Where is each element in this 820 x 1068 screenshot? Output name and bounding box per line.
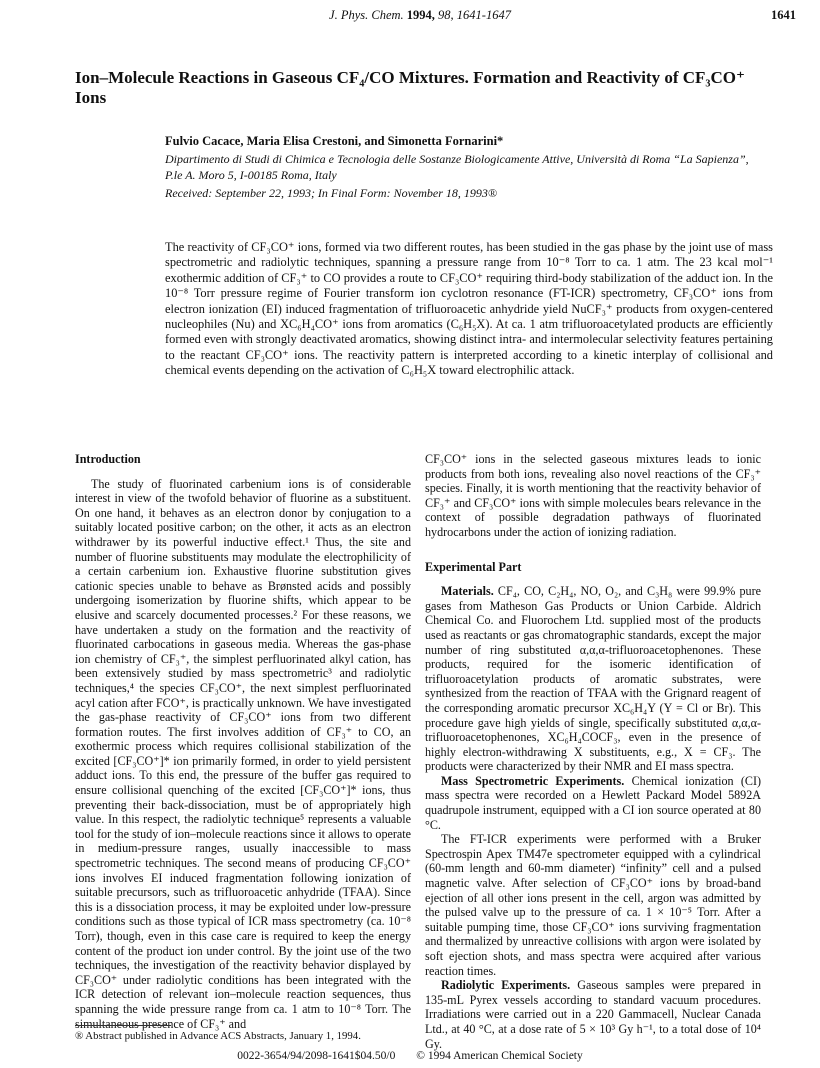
experimental-heading: Experimental Part xyxy=(425,559,522,574)
author-list: Fulvio Cacace, Maria Elisa Crestoni, and Simonetta Fornarini* xyxy=(165,134,504,148)
journal-pages: 1641-1647 xyxy=(456,8,511,22)
issn-code: 0022-3654/94/2098-1641$04.50/0 xyxy=(237,1050,396,1062)
affiliation: Dipartimento di Studi di Chimica e Tecnologia delle Sostanze Biologicamente Attive, Università di Roma “La Sapienza”, P.le A. Moro 5, I-00185 Roma, Italy xyxy=(165,152,749,182)
introduction-paragraph: The study of fluorinated carbenium ions is of considerable interest in view of the twofold behavior of fluorine as a substituent. On one hand, it behaves as an electron donor by conjugation to a suitably located positive carbon; on the other, it acts as an electron withdrawer by its powerful inductive effect.¹ Thus, the site and number of fluorine substituents may modulate the electrophilicity of a certain carbenium ion. Exhaustive fluorine substitution gives cationic species unable to behave as Brønsted acids and possibly undergoing isomerization by fluorine shifts, which appear to be elusive and scarcely documented processes.² For these reasons, we have undertaken a study on the formation and the reactivity of fluorinated carbocations in gaseous media. Whereas the gas-phase ion chemistry of CF₃⁺, the simplest perfluorinated alkyl cation, has been extensively studied by mass spectrometric³ and radiolytic techniques,⁴ the species CF₃CO⁺, the next simplest perfluorinated acyl cation after FCO⁺, is practically unknown. We have investigated the gas-phase reactivity of CF₃CO⁺ ions from two different formation routes. The first involves addition of CF₃⁺ to CO, an exothermic process which requires collisional stabilization of the excited [CF₃CO⁺]* ion primarily formed, in order to yield persistent adduct ions. To this end, the pressure of the buffer gas required to ensure collisional quenching of the excited [CF₃CO⁺]* ions, thus preventing their back-dissociation, must be of appropriately high value. In this respect, the radiolytic technique⁵ represents a valuable tool for the study of ion–molecule reactions since it allows to operate in medium-pressure ranges, usually inaccessible to mass spectrometric techniques. The second means of producing CF₃CO⁺ ions involves EI induced fragmentation following ionization of suitable precursors, such as trifluoroacetic anhydride (TFAA). Since this is a dissociation process, it may be exploited under low-pressure conditions such as those typical of ICR mass spectrometry (ca. 10⁻⁸ Torr), though, even in this case care is required to keep the energy content of the product ion under control. By the joint use of the two techniques, the investigation of the reactivity behavior displayed by CF₃CO⁺ under radiolytic conditions has been integrated with the ICR detection of relevant ion–molecule reaction sequences, thus spanning the wide pressure range from ca. 1 atm to 10⁻⁸ Torr. The simultaneous presence of CF₃⁺ and xyxy=(75,476,411,1031)
introduction-continuation: CF₃CO⁺ ions in the selected gaseous mixtures leads to ionic products from both ions, revealing also novel reactions of the CF₃⁺ species. Finally, it is worth mentioning that the reactivity behavior of CF₃⁺ and CF₃CO⁺ ions with simple molecules bears relevance in the context of possible degradation pathways of fluorinated hydrocarbons under the action of ionizing radiation. xyxy=(425,452,761,539)
materials-subheading: Materials. xyxy=(441,584,494,599)
right-column xyxy=(425,452,761,1051)
journal-volume: 98, xyxy=(438,8,454,22)
mass-spec-paragraph xyxy=(425,774,761,832)
copyright: © 1994 American Chemical Society xyxy=(416,1050,583,1062)
radiolytic-text: Gaseous samples were prepared in 135-mL Pyrex vessels according to standard vacuum procedures. Irradiations were carried out in a 220 Gammacell, Nuclear Canada Ltd., at 40 °C, at a dose rate of 5 × 10³ Gy h⁻¹, to a total dose of 10⁴ Gy. xyxy=(425,978,761,1051)
materials-text: CF₄, CO, C₂H₄, NO, O₂, and C₃H₈ were 99.9% pure gases from Matheson Gas Products or Union Carbide. Aldrich Chemical Co. and Fluorochem Ltd. supplied most of the products used as reactants or gas chromatographic standards, except the major number of ring substituted α,α,α-trifluoroacetophenones. These products, required for the isomeric identification of trifluoroacetylation products of aromatic substrates, were synthesized from the reaction of TFAA with the Grignard reagent of the corresponding aromatic precursor XC₆H₄Y (Y = Cl or Br). This procedure gave high yields of single, specifically substituted α,α,α-trifluoroacetophenones, XC₆H₄COCF₃, even in the presence of highly electron-withdrawing X substituents, e.g., X = CF₃. The products were characterized by their NMR and EI mass spectra. xyxy=(425,584,761,774)
paper-title: Ion–Molecule Reactions in Gaseous CF₄/CO Mixtures. Formation and Reactivity of CF₃CO⁺ Ions xyxy=(75,68,745,107)
abstract: The reactivity of CF₃CO⁺ ions, formed via two different routes, has been studied in the gas phase by the joint use of mass spectrometric and radiolytic techniques, spanning a pressure range from 10⁻⁸ Torr to ca. 1 atm. The 23 kcal mol⁻¹ exothermic addition of CF₃⁺ to CO provides a route to CF₃CO⁺ requiring third-body stabilization of the adduct ion. In the 10⁻⁸ Torr pressure regime of Fourier transform ion cyclotron resonance (FT-ICR) spectrometry, CF₃CO⁺ ions from electron ionization (EI) induced fragmentation of trifluoroacetic anhydride yield NuCF₃⁺ products from oxygen-centered nucleophiles (Nu) and XC₆H₄CO⁺ ions from aromatics (C₆H₅X). At ca. 1 atm trifluoroacetylated products are efficiently formed even with strongly deactivated aromatics, showing distinct intra- and intermolecular selectivity features pertaining to the reactant CF₃CO⁺ ions. The reactivity pattern is interpreted according to a kinetic interplay of collisional and chemical events depending on the activation of C₆H₅X toward electrophilic attack. xyxy=(165,240,773,378)
mass-spec-subheading: Mass Spectrometric Experiments. xyxy=(441,773,625,788)
left-column xyxy=(75,452,411,1031)
journal-name: J. Phys. Chem. xyxy=(329,8,404,22)
footnote-divider xyxy=(75,1025,171,1026)
mass-spec-text: Chemical ionization (CI) mass spectra were recorded on a Hewlett Packard Model 5892A quadrupole instrument, equipped with a CI ion source operated at 80 °C. xyxy=(425,773,761,832)
footnote: ® Abstract published in Advance ACS Abstracts, January 1, 1994. xyxy=(75,1030,361,1042)
materials-paragraph xyxy=(425,584,761,774)
received-dates: Received: September 22, 1993; In Final Form: November 18, 1993® xyxy=(165,186,498,200)
page-number: 1641 xyxy=(771,8,796,22)
radiolytic-paragraph xyxy=(425,978,761,1051)
introduction-heading: Introduction xyxy=(75,452,141,466)
fticr-paragraph: The FT-ICR experiments were performed with a Bruker Spectrospin Apex TM47e spectrometer equipped with a cylindrical (60-mm length and 60-mm diameter) “infinity” cell and a pulsed magnetic valve. After selection of CF₃CO⁺ ions by broad-band ejection of all other ions present in the cell, argon was admitted by the pulsed valve up to the pressure of ca. 1 × 10⁻⁵ Torr. After a suitable pumping time, those CF₃CO⁺ ions surviving fragmentation and thermalized by unreactive collisions with argon were isolated by soft ejection shots, and mass spectra were acquired after various reaction times. xyxy=(425,832,761,978)
radiolytic-subheading: Radiolytic Experiments. xyxy=(441,978,571,993)
page-footer xyxy=(0,1050,820,1062)
journal-year: 1994, xyxy=(406,8,435,22)
running-header xyxy=(290,8,550,23)
